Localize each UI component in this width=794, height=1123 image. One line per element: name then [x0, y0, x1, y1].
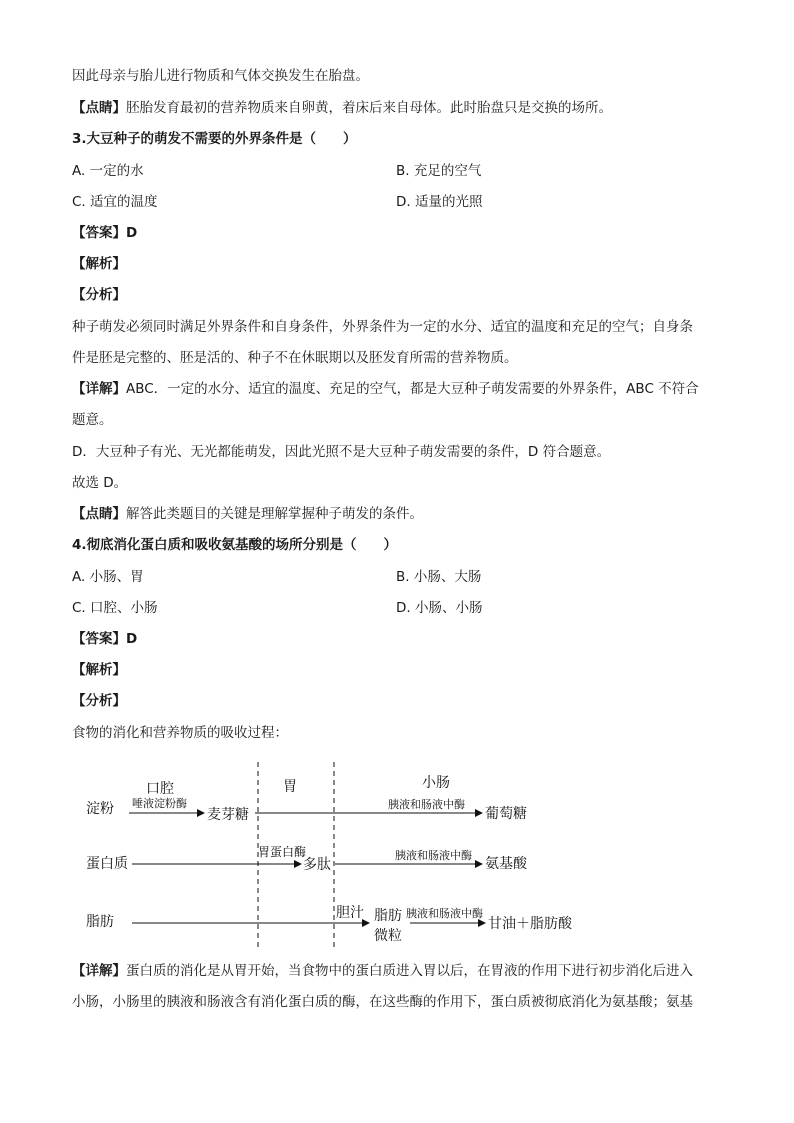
dianjing-line [72, 98, 612, 118]
xiangjie-tag: 【详解】 [72, 963, 126, 979]
analysis-para-2: 件是胚是完整的、胚是活的、种子不在休眠期以及胚发育所需的营养物质。 [72, 350, 518, 366]
header-stomach: 胃 [283, 779, 297, 795]
enzyme-pancreatic-2: 胰液和肠液中酶 [395, 849, 472, 862]
dianjing-line-2 [72, 504, 423, 524]
q4-option-c: C. 口腔、小肠 [72, 600, 158, 616]
analysis-para-1: 种子萌发必须同时满足外界条件和自身条件，外界条件为一定的水分、适宜的温度和充足的空气；自身条 [72, 319, 693, 335]
xiangjie-line-6: 小肠，小肠里的胰液和肠液含有消化蛋白质的酶，在这些酶的作用下，蛋白质被彻底消化为氨基酸；氨基 [72, 994, 693, 1010]
q3-option-b: B. 充足的空气 [396, 163, 482, 179]
product-glucose: 葡萄糖 [485, 806, 527, 822]
answer-tag: 【答案】 [72, 631, 126, 647]
dianjing-text: 解答此类题目的关键是理解掌握种子萌发的条件。 [126, 506, 423, 522]
enzyme-bile: 胆汁 [336, 905, 364, 921]
question-4: 4.彻底消化蛋白质和吸收氨基酸的场所分别是（ ） [72, 537, 398, 553]
row-starch: 淀粉 [86, 801, 114, 817]
product-glycerol-fatty-acid: 甘油＋脂肪酸 [488, 916, 572, 932]
product-maltose: 麦芽糖 [207, 807, 249, 823]
q4-option-b: B. 小肠、大肠 [396, 569, 482, 585]
answer-3 [72, 223, 137, 243]
xiangjie-line-4: 故选 D。 [72, 475, 128, 491]
enzyme-pancreatic-3: 胰液和肠液中酶 [406, 907, 483, 920]
q3-option-d: D. 适量的光照 [396, 194, 483, 210]
xiangjie-tag: 【详解】 [72, 381, 126, 397]
fenxi-3: 【分析】 [72, 287, 126, 303]
dianjing-tag: 【点睛】 [72, 100, 126, 116]
xiangjie-line-3: D．大豆种子有光、无光都能萌发，因此光照不是大豆种子萌发需要的条件，D 符合题意。 [72, 444, 611, 460]
q4-option-d: D. 小肠、小肠 [396, 600, 483, 616]
row-protein: 蛋白质 [86, 856, 128, 872]
header-small-intestine: 小肠 [422, 775, 450, 791]
q4-option-a: A. 小肠、胃 [72, 569, 144, 585]
product-amino-acid: 氨基酸 [485, 856, 527, 872]
product-fat-particles-2: 微粒 [374, 928, 402, 944]
answer-value: D [126, 225, 138, 241]
digestion-intro: 食物的消化和营养物质的吸收过程： [72, 725, 288, 741]
header-mouth: 口腔 [146, 781, 174, 797]
q3-option-a: A. 一定的水 [72, 163, 144, 179]
answer-4 [72, 629, 137, 649]
enzyme-saliva: 唾液淀粉酶 [132, 797, 187, 810]
answer-tag: 【答案】 [72, 225, 126, 241]
xiangjie-line-5 [72, 961, 693, 981]
fenxi-4: 【分析】 [72, 693, 126, 709]
jiexi-4: 【解析】 [72, 662, 126, 678]
xiangjie-line-2: 题意。 [72, 412, 113, 428]
xiangjie-line-1 [72, 379, 699, 399]
xiangjie-text: ABC．一定的水分、适宜的温度、充足的空气，都是大豆种子萌发需要的外界条件，ABC 不符合 [126, 381, 699, 397]
product-fat-particles-1: 脂肪 [374, 908, 402, 924]
question-3: 3.大豆种子的萌发不需要的外界条件是（ ） [72, 131, 357, 147]
xiangjie-text: 蛋白质的消化是从胃开始，当食物中的蛋白质进入胃以后，在胃液的作用下进行初步消化后进入 [126, 963, 693, 979]
jiexi-3: 【解析】 [72, 256, 126, 272]
line-placenta: 因此母亲与胎儿进行物质和气体交换发生在胎盘。 [72, 68, 369, 84]
product-peptide: 多肽 [303, 857, 331, 873]
digestion-diagram [72, 760, 732, 955]
enzyme-pancreatic-1: 胰液和肠液中酶 [388, 798, 465, 811]
enzyme-pepsin: 胃蛋白酶 [258, 845, 307, 859]
row-fat: 脂肪 [86, 914, 114, 930]
dianjing-tag: 【点睛】 [72, 506, 126, 522]
q3-option-c: C. 适宜的温度 [72, 194, 158, 210]
answer-value: D [126, 631, 138, 647]
dianjing-text: 胚胎发育最初的营养物质来自卵黄，着床后来自母体。此时胎盘只是交换的场所。 [126, 100, 612, 116]
